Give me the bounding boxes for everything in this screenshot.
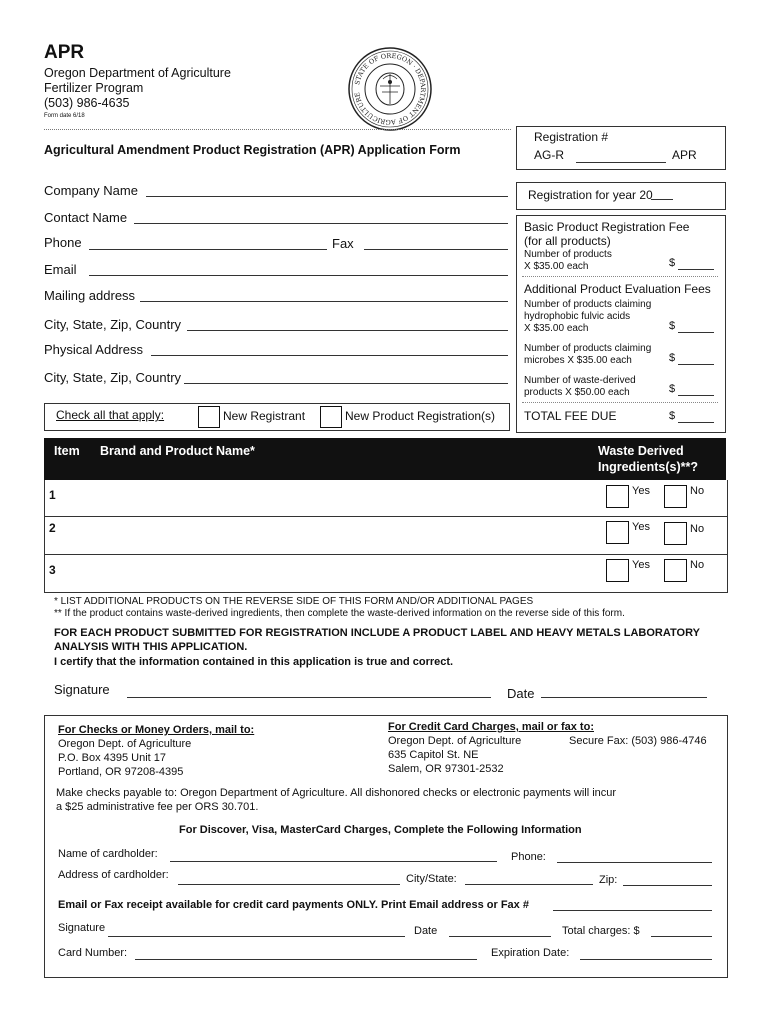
- payable-note-line2: a $25 administrative fee per ORS 30.701.: [56, 801, 259, 813]
- contact-name-field[interactable]: [134, 223, 508, 224]
- signature-label: Signature: [54, 682, 110, 697]
- registration-prefix: AG-R: [534, 148, 564, 162]
- card-number-field[interactable]: [135, 959, 477, 960]
- total-fee-amount-field[interactable]: [678, 422, 714, 423]
- cardholder-phone-label: Phone:: [511, 851, 546, 863]
- humic-fee-amount-field[interactable]: [678, 332, 714, 333]
- expiration-date-field[interactable]: [580, 959, 712, 960]
- header-divider: [44, 129, 511, 130]
- physical-address-label: Physical Address: [44, 342, 143, 357]
- mailing-address-field[interactable]: [140, 301, 508, 302]
- row-1-no-checkbox[interactable]: [664, 485, 687, 508]
- program-name: Fertilizer Program: [44, 81, 144, 95]
- label-requirement-line2: ANALYSIS WITH THIS APPLICATION.: [54, 641, 248, 653]
- column-brand-name: Brand and Product Name*: [100, 444, 255, 458]
- cardholder-address-label: Address of cardholder:: [58, 869, 169, 881]
- row-2-yes-checkbox[interactable]: [606, 521, 629, 544]
- new-registrant-checkbox[interactable]: [198, 406, 220, 428]
- mailing-address-label: Mailing address: [44, 288, 136, 303]
- new-product-checkbox[interactable]: [320, 406, 342, 428]
- phone-field[interactable]: [89, 249, 327, 250]
- fax-field[interactable]: [364, 249, 508, 250]
- certification-statement: I certify that the information contained in this application is true and correct.: [54, 656, 454, 668]
- phone-label: Phone: [44, 235, 82, 250]
- receipt-contact-field[interactable]: [553, 910, 712, 911]
- humic-fee-line2: hydrophobic fulvic acids: [524, 311, 631, 322]
- row-2-no-checkbox[interactable]: [664, 522, 687, 545]
- column-waste-derived-2: Ingredients(s)**?: [598, 460, 699, 474]
- row-number-3: 3: [49, 563, 56, 577]
- total-charges-label: Total charges: $: [562, 925, 640, 937]
- row-3-no-label: No: [690, 559, 705, 571]
- card-number-label: Card Number:: [58, 947, 128, 959]
- label-requirement-line1: FOR EACH PRODUCT SUBMITTED FOR REGISTRATION INCLUDE A PRODUCT LABEL AND HEAVY METALS LABORATORY: [54, 627, 700, 639]
- waste-fee-line1: Number of waste-derived: [524, 375, 636, 386]
- receipt-note: Email or Fax receipt available for credit card payments ONLY. Print Email address or Fax #: [58, 899, 529, 911]
- zip-label: Zip:: [599, 874, 618, 886]
- registration-number-field[interactable]: [576, 162, 666, 163]
- physical-city-field[interactable]: [184, 383, 508, 384]
- mailing-city-label: City, State, Zip, Country: [44, 317, 182, 332]
- contact-name-label: Contact Name: [44, 210, 128, 225]
- payment-date-label: Date: [414, 925, 438, 937]
- basic-fee-title: Basic Product Registration Fee: [524, 220, 690, 234]
- cardholder-name-label: Name of cardholder:: [58, 848, 158, 860]
- form-code: APR: [44, 42, 85, 63]
- row-3-yes-label: Yes: [632, 559, 650, 571]
- payment-signature-label: Signature: [58, 922, 106, 934]
- date-label: Date: [507, 686, 535, 701]
- new-product-label: New Product Registration(s): [345, 409, 496, 423]
- oregon-seal-logo: [347, 46, 433, 132]
- city-state-label: City/State:: [406, 873, 457, 885]
- zip-field[interactable]: [623, 885, 712, 886]
- checks-address-line3: Portland, OR 97208-4395: [58, 766, 184, 778]
- form-date: Form date 6/18: [44, 113, 85, 119]
- row-number-1: 1: [49, 488, 56, 502]
- physical-city-label: City, State, Zip, Country: [44, 370, 182, 385]
- cardholder-address-field[interactable]: [178, 884, 400, 885]
- payment-signature-field[interactable]: [108, 936, 405, 937]
- humic-fee-line3: X $35.00 each: [524, 323, 589, 334]
- humic-fee-dollar: $: [669, 320, 676, 332]
- cardholder-phone-field[interactable]: [557, 862, 712, 863]
- city-state-field[interactable]: [465, 884, 593, 885]
- row-number-2: 2: [49, 521, 56, 535]
- date-field[interactable]: [541, 697, 707, 698]
- cc-address-line2: 635 Capitol St. NE: [388, 749, 479, 761]
- row-2-no-label: No: [690, 523, 705, 535]
- mailing-city-field[interactable]: [187, 330, 508, 331]
- column-item: Item: [54, 444, 80, 458]
- expiration-date-label: Expiration Date:: [491, 947, 570, 959]
- row-2-yes-label: Yes: [632, 521, 650, 533]
- checks-address-line1: Oregon Dept. of Agriculture: [58, 738, 192, 750]
- program-phone: (503) 986-4635: [44, 96, 130, 110]
- payment-date-field[interactable]: [449, 936, 551, 937]
- total-charges-field[interactable]: [651, 936, 712, 937]
- total-divider: [522, 402, 718, 403]
- humic-fee-line1: Number of products claiming: [524, 299, 652, 310]
- check-all-label: Check all that apply:: [56, 408, 165, 422]
- fees-divider: [522, 276, 718, 277]
- basic-fee-dollar: $: [669, 257, 676, 269]
- waste-fee-line2: products X $50.00 each: [524, 387, 630, 398]
- email-label: Email: [44, 262, 77, 277]
- email-field[interactable]: [89, 275, 508, 276]
- registration-year-label: Registration for year 20: [528, 188, 653, 202]
- card-info-title: For Discover, Visa, MasterCard Charges, Complete the Following Information: [179, 824, 582, 836]
- cardholder-name-field[interactable]: [170, 861, 497, 862]
- waste-fee-amount-field[interactable]: [678, 395, 714, 396]
- new-registrant-label: New Registrant: [223, 409, 306, 423]
- row-1-yes-label: Yes: [632, 485, 650, 497]
- registration-number-label: Registration #: [534, 130, 609, 144]
- row-3-no-checkbox[interactable]: [664, 559, 687, 582]
- registration-year-field[interactable]: [651, 199, 673, 200]
- waste-fee-dollar: $: [669, 383, 676, 395]
- payable-note-line1: Make checks payable to: Oregon Department of Agriculture. All dishonored checks or electronic payments will incur: [56, 787, 617, 799]
- row-1-no-label: No: [690, 485, 705, 497]
- secure-fax: Secure Fax: (503) 986-4746: [569, 735, 707, 747]
- physical-address-field[interactable]: [151, 355, 508, 356]
- checks-address-line2: P.O. Box 4395 Unit 17: [58, 752, 167, 764]
- column-waste-derived: Waste Derived: [598, 444, 684, 458]
- svg-text:STATE OF OREGON · DEPARTMENT O: STATE OF OREGON · DEPARTMENT OF AGRICULTURE: [353, 51, 428, 127]
- microbe-fee-line2: microbes X $35.00 each: [524, 355, 632, 366]
- basic-fee-amount-field[interactable]: [678, 269, 714, 270]
- row-3-yes-checkbox[interactable]: [606, 559, 629, 582]
- microbe-fee-amount-field[interactable]: [678, 364, 714, 365]
- microbe-fee-dollar: $: [669, 352, 676, 364]
- note-waste-derived: ** If the product contains waste-derived ingredients, then complete the waste-derived information on the reverse side of this form.: [54, 608, 625, 619]
- note-additional-products: * LIST ADDITIONAL PRODUCTS ON THE REVERSE SIDE OF THIS FORM AND/OR ADDITIONAL PAGES: [54, 596, 534, 607]
- basic-fee-rate: X $35.00 each: [524, 261, 589, 272]
- row-1-yes-checkbox[interactable]: [606, 485, 629, 508]
- microbe-fee-line1: Number of products claiming: [524, 343, 652, 354]
- form-title: Agricultural Amendment Product Registration (APR) Application Form: [44, 143, 461, 157]
- basic-fee-subtitle: (for all products): [524, 234, 611, 248]
- cc-address-line1: Oregon Dept. of Agriculture: [388, 735, 522, 747]
- total-fee-label: TOTAL FEE DUE: [524, 409, 617, 423]
- cc-address-line3: Salem, OR 97301-2532: [388, 763, 504, 775]
- department-name: Oregon Department of Agriculture: [44, 66, 231, 80]
- company-name-label: Company Name: [44, 183, 138, 198]
- basic-fee-count-label: Number of products: [524, 249, 612, 260]
- registration-suffix: APR: [672, 148, 697, 162]
- signature-field[interactable]: [127, 697, 491, 698]
- additional-fees-title: Additional Product Evaluation Fees: [524, 282, 711, 296]
- credit-card-title: For Credit Card Charges, mail or fax to:: [388, 721, 594, 733]
- company-name-field[interactable]: [146, 196, 508, 197]
- fax-label: Fax: [332, 236, 354, 251]
- total-fee-dollar: $: [669, 410, 676, 422]
- checks-title: For Checks or Money Orders, mail to:: [58, 724, 255, 736]
